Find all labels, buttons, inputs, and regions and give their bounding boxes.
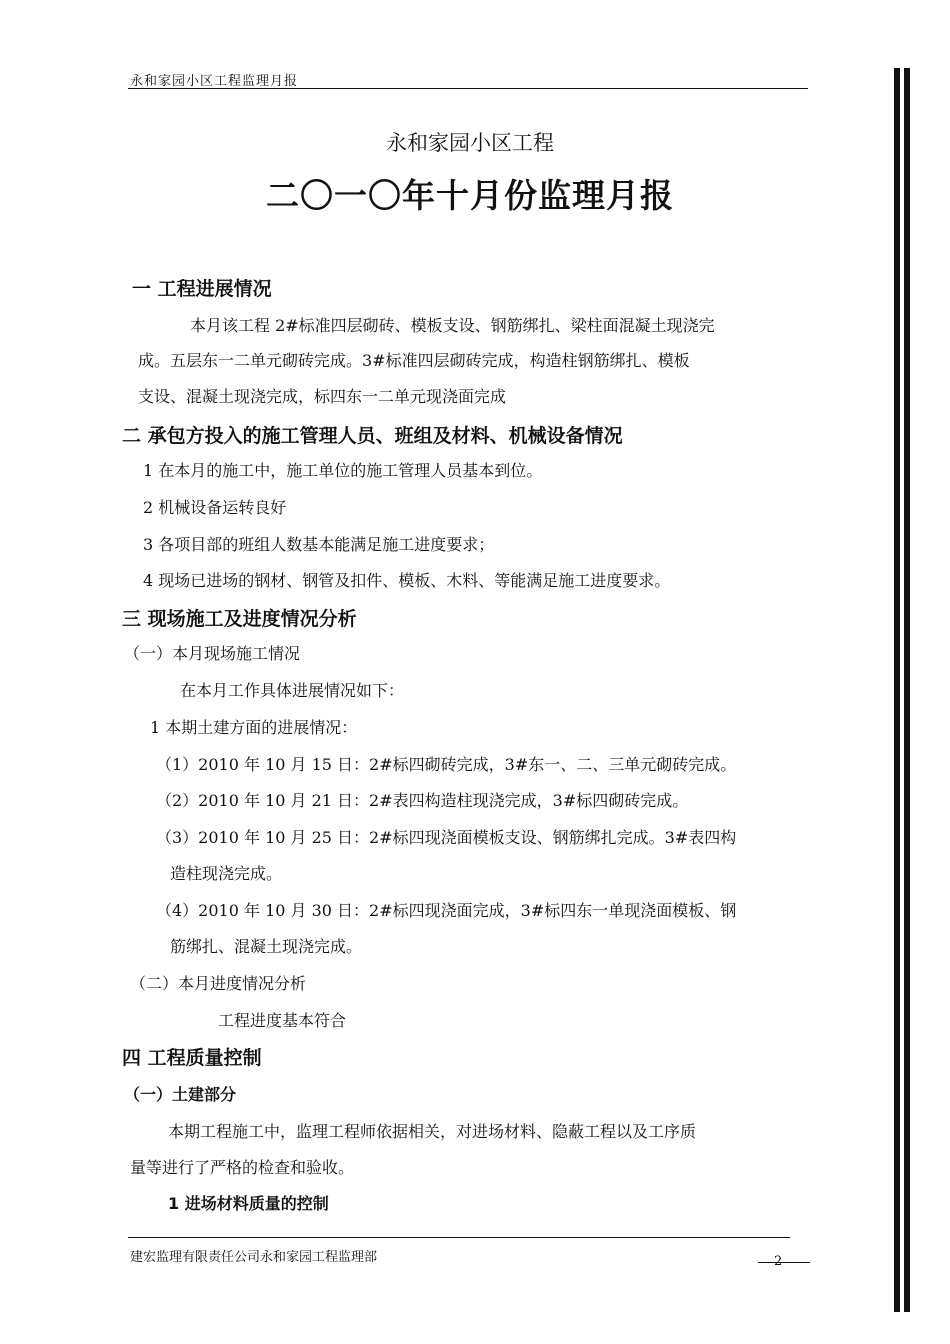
progress-entry-4-line-2: 筋绑扎、混凝土现浇完成。 <box>170 937 363 956</box>
footer-rule <box>128 1237 790 1238</box>
section-1-paragraph-line-1: 本月该工程 2#标准四层砌砖、模板支设、钢筋绑扎、梁柱面混凝土现浇完 <box>190 316 715 335</box>
footer-company: 建宏监理有限责任公司永和家园工程监理部 <box>130 1250 378 1265</box>
section-3-item-1: 1 本期土建方面的进展情况： <box>150 718 358 737</box>
section-4-paragraph-line-2: 量等进行了严格的检查和验收。 <box>130 1158 355 1177</box>
document-title-project: 永和家园小区工程 <box>386 131 554 155</box>
section-1-paragraph-line-2: 成。五层东一二单元砌砖完成。3#标准四层砌砖完成，构造柱钢筋绑扎、模板 <box>138 351 690 370</box>
section-4-subheading-1: （一）土建部分 <box>124 1085 237 1104</box>
progress-entry-4-line-1: （4）2010 年 10 月 30 日：2#标四现浇面完成，3#标四东一单现浇面模板、钢 <box>156 901 737 920</box>
page-number-rule <box>758 1262 810 1263</box>
section-4-paragraph-line-1: 本期工程施工中，监理工程师依据相关，对进场材料、隐蔽工程以及工序质 <box>168 1122 697 1141</box>
running-header-title: 永和家园小区工程监理月报 <box>130 74 299 89</box>
document-title-report: 二〇一〇年十月份监理月报 <box>266 176 674 215</box>
section-3-heading: 三 现场施工及进度情况分析 <box>122 608 357 630</box>
section-1-paragraph-line-3: 支设、混凝土现浇完成，标四东一二单元现浇面完成 <box>138 387 507 406</box>
section-4-item-1: 1 进场材料质量的控制 <box>168 1194 329 1213</box>
binding-bar-left <box>894 68 900 1312</box>
section-1-heading: 一 工程进展情况 <box>132 278 272 300</box>
section-2-item-1: 1 在本月的施工中，施工单位的施工管理人员基本到位。 <box>143 461 543 480</box>
progress-analysis-text: 工程进度基本符合 <box>218 1011 347 1030</box>
section-2-heading: 二 承包方投入的施工管理人员、班组及材料、机械设备情况 <box>122 425 623 447</box>
progress-entry-1: （1）2010 年 10 月 15 日：2#标四砌砖完成，3#东一、二、三单元砌砖完成。 <box>156 755 737 774</box>
section-2-item-2: 2 机械设备运转良好 <box>143 498 287 517</box>
section-2-item-4: 4 现场已进场的钢材、钢管及扣件、模板、木料、等能满足施工进度要求。 <box>143 571 671 590</box>
page-number: 2 <box>774 1254 783 1269</box>
section-3-subheading-2: （二）本月进度情况分析 <box>130 974 307 993</box>
section-3-intro: 在本月工作具体进展情况如下： <box>180 681 405 700</box>
progress-entry-2: （2）2010 年 10 月 21 日：2#表四构造柱现浇完成，3#标四砌砖完成。 <box>156 791 689 810</box>
progress-entry-3-line-2: 造柱现浇完成。 <box>170 864 283 883</box>
section-2-item-3: 3 各项目部的班组人数基本能满足施工进度要求； <box>143 535 495 554</box>
binding-bar-right <box>904 68 910 1312</box>
header-rule <box>128 88 808 89</box>
section-3-subheading-1: （一）本月现场施工情况 <box>124 644 301 663</box>
section-4-heading: 四 工程质量控制 <box>122 1047 262 1069</box>
progress-entry-3-line-1: （3）2010 年 10 月 25 日：2#标四现浇面模板支设、钢筋绑扎完成。3#表四构 <box>156 828 737 847</box>
